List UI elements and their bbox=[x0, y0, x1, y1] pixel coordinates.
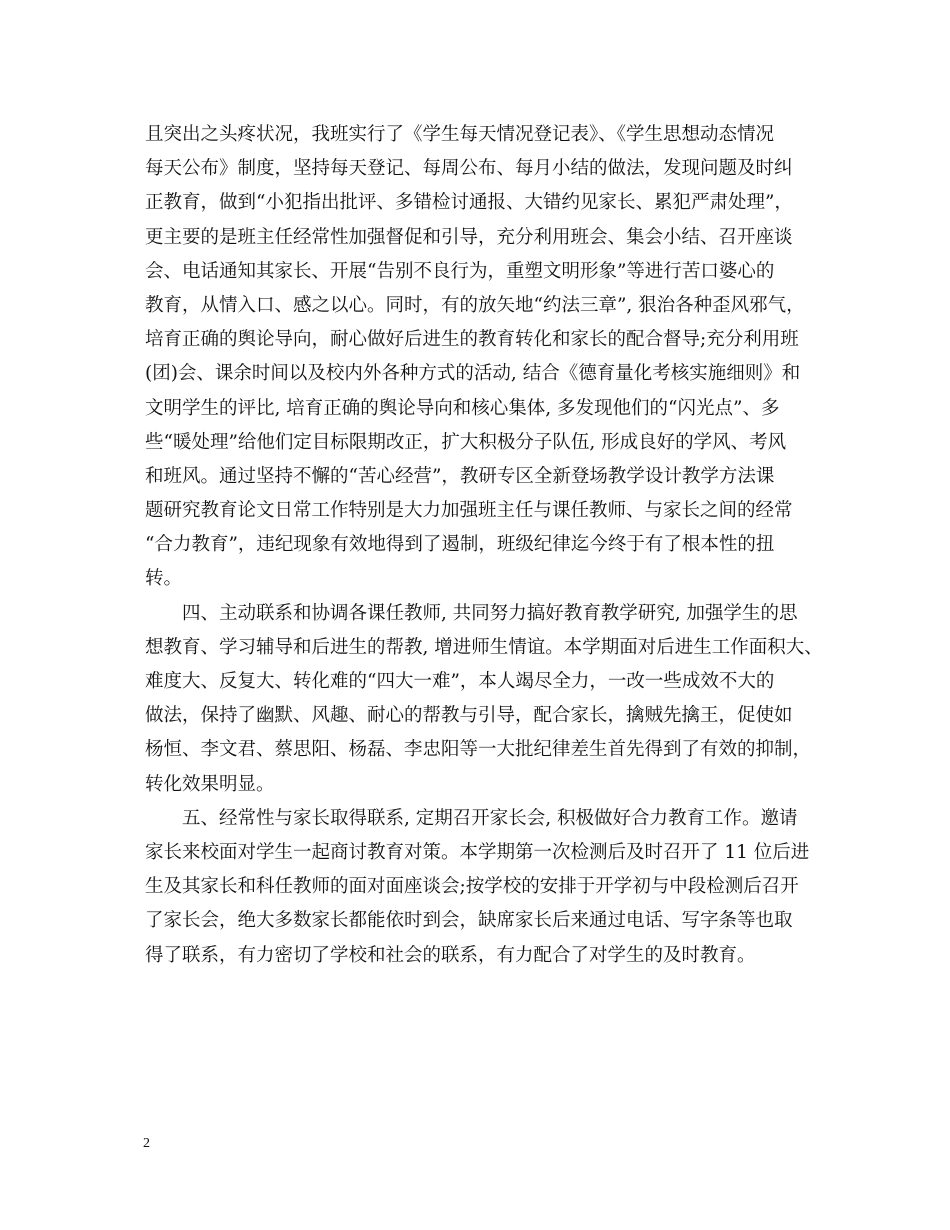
text-line: 且突出之头疼状况，我班实行了《学生每天情况登记表》、《学生思想动态情况 bbox=[145, 124, 775, 145]
paragraph-start-line: 五、经常性与家长取得联系, 定期召开家长会, 积极做好合力教育工作。邀请 bbox=[182, 807, 798, 829]
text-line: 和班风。通过坚持不懈的“苦心经营”，教研专区全新登场教学设计教学方法课 bbox=[145, 465, 775, 487]
text-line: 题研究教育论文日常工作特别是大力加强班主任与课任教师、与家长之间的经常 bbox=[145, 500, 793, 522]
text-line: 了家长会，绝大多数家长都能依时到会，缺席家长后来通过电话、写字条等也取 bbox=[145, 910, 793, 932]
text-line: 得了联系，有力密切了学校和社会的联系，有力配合了对学生的及时教育。 bbox=[145, 944, 756, 966]
paragraph-start-line: 四、主动联系和协调各课任教师, 共同努力搞好教育教学研究, 加强学生的思 bbox=[182, 602, 798, 624]
text-line: 做法，保持了幽默、风趣、耐心的帮教与引导，配合家长，擒贼先擒王，促使如 bbox=[145, 705, 793, 727]
page-number: 2 bbox=[143, 1136, 150, 1151]
text-line: 每天公布》制度，坚持每天登记、每周公布、每月小结的做法，发现问题及时纠 bbox=[145, 158, 793, 180]
body-text bbox=[145, 118, 835, 973]
text-line: 文明学生的评比, 培育正确的舆论导向和核心集体, 多发现他们的“闪光点”、多 bbox=[145, 397, 780, 419]
text-line: 会、电话通知其家长、开展“告别不良行为，重塑文明形象”等进行苦口婆心的 bbox=[145, 260, 775, 282]
text-line: 教育，从情入口、感之以心。同时，有的放矢地“约法三章”, 狠治各种歪风邪气， bbox=[145, 294, 805, 316]
text-line: 家长来校面对学生一起商讨教育对策。本学期第一次检测后及时召开了 11 位后进 bbox=[145, 841, 810, 863]
text-line: 些“暖处理”给他们定目标限期改正，扩大积极分子队伍, 形成良好的学风、考风 bbox=[145, 431, 787, 453]
text-line: 想教育、学习辅导和后进生的帮教, 增进师生情谊。本学期面对后进生工作面积大、 bbox=[145, 636, 823, 658]
text-line: 转化效果明显。 bbox=[145, 773, 275, 795]
text-line: 转。 bbox=[145, 568, 183, 590]
text-line: “合力教育”，违纪现象有效地得到了遏制，班级纪律迄今终于有了根本性的扭 bbox=[145, 534, 775, 556]
text-line: 更主要的是班主任经常性加强督促和引导，充分利用班会、集会小结、召开座谈 bbox=[145, 226, 793, 248]
text-line: 生及其家长和科任教师的面对面座谈会;按学校的安排于开学初与中段检测后召开 bbox=[145, 876, 799, 898]
text-line: (团)会、课余时间以及校内外各种方式的活动, 结合《德育量化考核实施细则》和 bbox=[145, 363, 801, 385]
text-line: 正教育，做到“小犯指出批评、多错检讨通报、大错约见家长、累犯严肃处理”， bbox=[145, 192, 793, 214]
text-line: 培育正确的舆论导向，耐心做好后进生的教育转化和家长的配合督导;充分利用班 bbox=[145, 329, 799, 351]
text-line: 杨恒、李文君、蔡思阳、杨磊、李忠阳等一大批纪律差生首先得到了有效的抑制， bbox=[145, 739, 812, 761]
text-line: 难度大、反复大、转化难的“四大一难”，本人竭尽全力，一改一些成效不大的 bbox=[145, 671, 775, 692]
